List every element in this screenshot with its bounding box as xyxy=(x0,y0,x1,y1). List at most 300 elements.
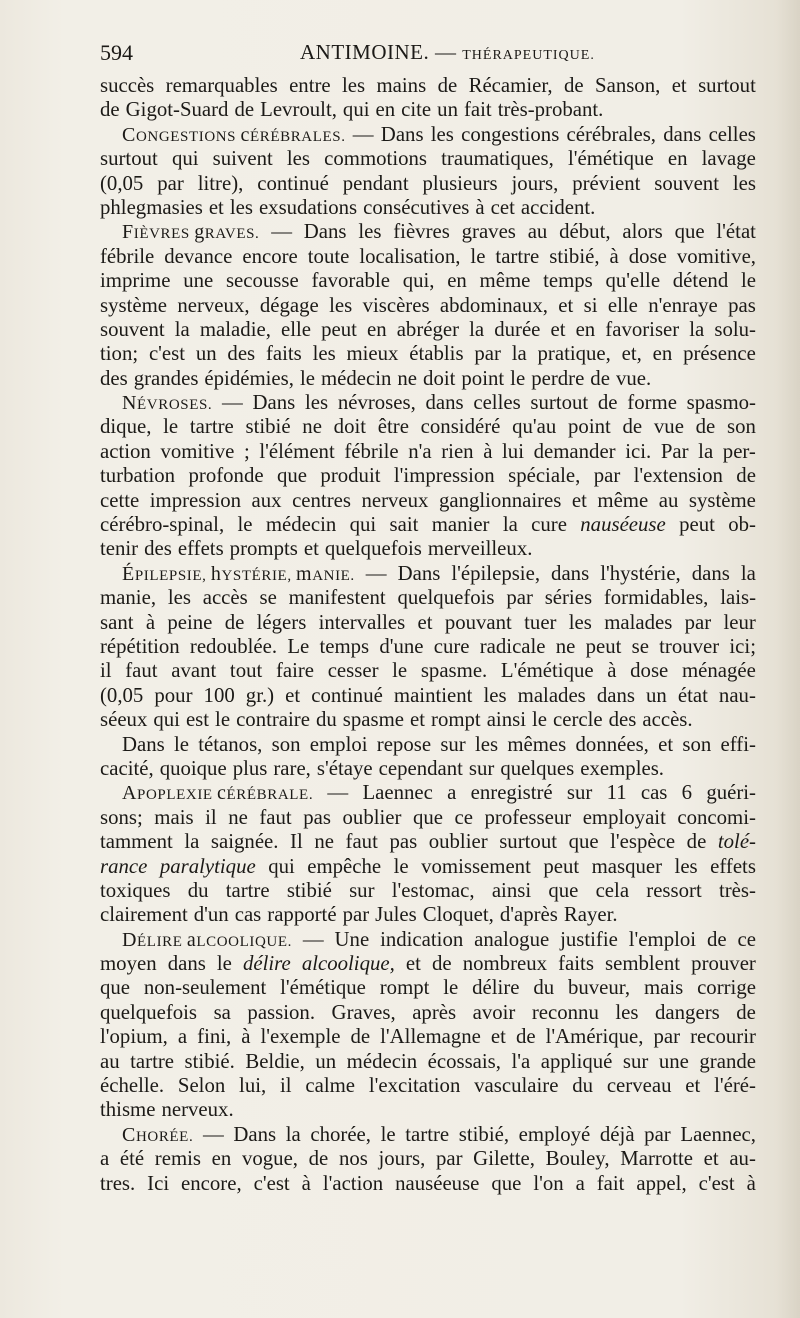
word: centres xyxy=(292,488,351,512)
word: l'Allemagne xyxy=(380,1025,481,1049)
word: cérébro-spinal, xyxy=(100,513,225,537)
word: l'élément xyxy=(259,439,335,463)
word: recourir xyxy=(690,1025,756,1049)
word: accident. xyxy=(520,195,596,219)
word: rare, xyxy=(273,756,311,780)
word: le xyxy=(216,952,232,976)
word: en xyxy=(447,269,467,293)
word: abdominaux, xyxy=(439,293,548,317)
word: contraire xyxy=(236,708,310,732)
word: clairement xyxy=(100,903,188,927)
word: corrige xyxy=(697,976,756,1000)
word: peut xyxy=(321,317,357,341)
word: le xyxy=(443,976,459,1000)
running-header xyxy=(100,40,760,70)
word: Rayer. xyxy=(563,903,618,927)
word: pour xyxy=(154,683,193,707)
word: graves xyxy=(461,220,516,244)
section-heading: CONGESTIONS cÉRÉBRALES. xyxy=(122,123,346,146)
word: jours, xyxy=(378,1147,426,1171)
word: alors xyxy=(622,220,663,244)
title-main: ANTIMOINE. xyxy=(300,40,430,64)
word: tout xyxy=(229,659,263,683)
word: de xyxy=(590,366,610,390)
word: abréger xyxy=(396,317,460,341)
word: 100 xyxy=(203,683,235,707)
word: Une xyxy=(334,927,370,951)
word: tres. xyxy=(100,1171,136,1195)
word: été xyxy=(119,1147,145,1171)
word: tétanos, xyxy=(198,732,263,756)
word: de xyxy=(736,464,756,488)
text-line xyxy=(100,781,756,805)
word: un xyxy=(646,683,667,707)
word: Le xyxy=(287,634,310,658)
word: que xyxy=(548,878,579,902)
word: l'épilepsie, xyxy=(451,561,541,585)
text-line xyxy=(100,342,756,366)
word: Dans xyxy=(380,122,424,146)
word: système xyxy=(100,293,168,317)
word: par xyxy=(644,1122,671,1146)
word: du xyxy=(572,1074,594,1098)
word: présence xyxy=(683,342,756,366)
word: vomissement xyxy=(421,854,531,878)
word: névroses, xyxy=(337,391,416,415)
word: toxiques xyxy=(100,878,171,902)
text-line xyxy=(100,513,756,537)
section-heading: ÉPILEPSIE, hYSTÉRIE, mANIE. xyxy=(122,562,355,585)
text-line xyxy=(100,196,756,220)
text-line xyxy=(100,586,756,610)
word: passion. xyxy=(247,1000,316,1024)
word: souvent xyxy=(100,317,165,341)
word: avoir xyxy=(472,1000,516,1024)
word: plusieurs xyxy=(422,171,498,195)
word: lui, xyxy=(239,1074,267,1098)
text-line xyxy=(100,147,756,171)
word: mais xyxy=(154,805,194,829)
word: le xyxy=(510,366,526,390)
word: d'une xyxy=(379,634,424,658)
word: cure xyxy=(531,513,567,537)
word: jours, xyxy=(511,171,559,195)
word: pas xyxy=(728,293,756,317)
word: a xyxy=(575,1171,585,1195)
word: Marrotte xyxy=(620,1147,693,1171)
word: accès. xyxy=(642,708,693,732)
word: médecin xyxy=(320,366,392,390)
text-line xyxy=(100,391,756,415)
word: tartre xyxy=(405,1122,450,1146)
word: malades xyxy=(517,683,586,707)
word: dans xyxy=(691,561,730,585)
word: — xyxy=(352,122,374,146)
word: l'a xyxy=(511,1049,531,1073)
word: dangers xyxy=(655,1000,720,1024)
word: ce xyxy=(737,927,756,951)
word: Il xyxy=(290,830,303,854)
word: que xyxy=(100,976,131,1000)
word: les xyxy=(568,610,592,634)
word: fini, xyxy=(197,1025,232,1049)
word: stibié xyxy=(245,415,291,439)
word: l'emploi xyxy=(628,927,697,951)
word: au- xyxy=(729,1147,756,1171)
word: c'est xyxy=(698,1171,735,1195)
word: gr.) xyxy=(245,683,275,707)
word: l'Amérique, xyxy=(545,1025,644,1049)
text-line xyxy=(100,245,756,269)
word: la xyxy=(689,317,705,341)
word: Dans xyxy=(303,220,347,244)
word: mais xyxy=(643,976,684,1000)
text-line xyxy=(100,294,756,318)
word: par xyxy=(653,1025,681,1049)
word: continué xyxy=(311,683,383,707)
word: en xyxy=(211,1147,232,1171)
word: état xyxy=(677,683,708,707)
word: vue xyxy=(653,415,684,439)
word: que xyxy=(491,1171,522,1195)
word: oublier xyxy=(428,830,488,854)
word: que xyxy=(568,830,599,854)
word: tartre xyxy=(130,1049,175,1073)
word: encore, xyxy=(181,1171,242,1195)
word: l'éré- xyxy=(714,1074,756,1098)
word: si xyxy=(583,293,598,317)
word: malades xyxy=(604,610,673,634)
word: le xyxy=(299,366,315,390)
word: fébrile xyxy=(344,439,399,463)
word: d'un xyxy=(193,903,229,927)
word: l'état xyxy=(716,220,756,244)
word: tartre xyxy=(189,415,234,439)
word: ici. xyxy=(625,439,652,463)
word: du xyxy=(187,878,209,902)
word: déjà xyxy=(599,1122,635,1146)
word: données, xyxy=(575,732,649,756)
word: exsudations xyxy=(258,195,358,219)
word: être xyxy=(377,415,409,439)
word: et xyxy=(417,610,433,634)
text-line xyxy=(100,733,756,757)
text-line xyxy=(100,367,756,391)
word: s'étaye xyxy=(316,756,373,780)
word: remarquables xyxy=(165,74,278,97)
word: un xyxy=(437,98,458,122)
word: ne xyxy=(302,415,322,439)
word: toute xyxy=(307,244,350,268)
word: souvent xyxy=(654,171,719,195)
word: au xyxy=(100,1049,120,1073)
word: continué xyxy=(257,171,329,195)
word: faits xyxy=(265,342,302,366)
word: les xyxy=(167,586,191,610)
running-title xyxy=(300,40,595,65)
text-line xyxy=(100,269,756,293)
word: et xyxy=(285,683,301,707)
text-line xyxy=(100,903,756,927)
word: la xyxy=(740,561,756,585)
word: nombreux xyxy=(462,952,548,976)
word: rapporté xyxy=(267,903,337,927)
word: favorable xyxy=(311,269,390,293)
word: du xyxy=(315,708,337,732)
word: profonde xyxy=(188,464,264,488)
word: qui xyxy=(268,854,295,878)
word: en xyxy=(366,317,387,341)
word: spasmo- xyxy=(686,391,756,415)
word: secousse xyxy=(225,269,299,293)
word: la xyxy=(502,513,518,537)
word: peut xyxy=(679,513,715,537)
title-dash: — xyxy=(429,40,463,64)
word: peut xyxy=(585,634,622,658)
word: sons; xyxy=(100,805,143,829)
word: a xyxy=(100,1147,110,1171)
word: vomitive, xyxy=(676,244,756,268)
word: à xyxy=(609,244,619,268)
word: avant xyxy=(171,659,217,683)
word: la xyxy=(184,830,200,854)
body-text xyxy=(100,74,756,1196)
word: nerveux, xyxy=(177,293,250,317)
word: sur xyxy=(440,732,466,756)
word: remis xyxy=(154,1147,202,1171)
text-line xyxy=(100,1147,756,1171)
word: justifie xyxy=(560,927,618,951)
word: tenir xyxy=(100,537,139,561)
text-line xyxy=(100,684,756,708)
word: les xyxy=(304,391,329,415)
word: après xyxy=(412,1000,457,1024)
word: pas xyxy=(303,805,331,829)
word: lui xyxy=(502,439,524,463)
word: le xyxy=(174,732,190,756)
word: redoublée. xyxy=(189,634,278,658)
word: à xyxy=(475,195,485,219)
word: que xyxy=(412,805,443,829)
word: cerveau xyxy=(606,1074,672,1098)
word: en xyxy=(667,147,688,171)
word: pas xyxy=(389,830,418,854)
word: effi- xyxy=(720,732,756,756)
word: détend xyxy=(672,269,729,293)
word: prouver xyxy=(691,952,756,976)
word: légers xyxy=(256,610,307,634)
word: cet xyxy=(490,195,515,219)
word: Jules xyxy=(375,903,417,927)
text-line xyxy=(100,318,756,342)
word: lavage xyxy=(701,147,756,171)
word: de xyxy=(100,98,120,122)
text-line xyxy=(100,1050,756,1074)
word: de xyxy=(597,391,618,415)
word: stibié. xyxy=(184,1049,235,1073)
word: tartre xyxy=(495,244,540,268)
text-line xyxy=(100,440,756,464)
text-line xyxy=(100,1074,756,1098)
word: temps xyxy=(543,269,593,293)
word: au xyxy=(658,488,679,512)
word: formidables, xyxy=(603,586,709,610)
word: non-seulement xyxy=(143,976,267,1000)
text-line xyxy=(100,562,756,586)
word: traumatiques, xyxy=(441,147,554,171)
word: 11 xyxy=(606,781,627,805)
word: séeux xyxy=(100,708,148,732)
word: solu- xyxy=(714,317,756,341)
word: cérébrales, xyxy=(566,122,656,146)
word: médecin xyxy=(346,1049,418,1073)
word: quelquefois xyxy=(100,1000,198,1024)
word: une xyxy=(658,1049,689,1073)
word: Gilette, xyxy=(473,1147,535,1171)
word: tolé- xyxy=(717,830,756,854)
text-line xyxy=(100,976,756,1000)
word: l'estomac, xyxy=(391,878,475,902)
word: qu'elle xyxy=(605,269,661,293)
word: Gigot-Suard xyxy=(125,98,229,122)
word: c'est xyxy=(148,342,186,366)
word: l'action xyxy=(322,1171,384,1195)
word: les xyxy=(286,147,311,171)
word: l'espèce xyxy=(610,830,676,854)
word: ce xyxy=(454,805,473,829)
word: Dans xyxy=(122,732,165,756)
word: professeur xyxy=(484,805,572,829)
word: moyen xyxy=(100,952,157,976)
word: thisme xyxy=(100,1098,156,1122)
word: — xyxy=(365,561,387,585)
word: par xyxy=(435,1147,463,1171)
word: de xyxy=(622,415,643,439)
word: dans xyxy=(551,561,590,585)
word: aux xyxy=(251,488,282,512)
text-line xyxy=(100,879,756,903)
word: exemples. xyxy=(580,756,665,780)
word: faut xyxy=(259,805,292,829)
word: par xyxy=(684,610,712,634)
word: oublier xyxy=(342,805,402,829)
word: analogue xyxy=(474,927,550,951)
word: les xyxy=(474,732,499,756)
word: rompt xyxy=(379,976,430,1000)
word: qui xyxy=(153,708,180,732)
text-line xyxy=(100,611,756,635)
word: Par xyxy=(660,439,689,463)
word: la xyxy=(698,439,714,463)
word: par xyxy=(506,586,533,610)
word: même xyxy=(597,488,649,512)
word: vasculaire xyxy=(474,1074,559,1098)
text-line xyxy=(100,928,756,952)
word: sa xyxy=(213,1000,231,1024)
word: a xyxy=(177,1025,188,1049)
word: les xyxy=(312,342,336,366)
section-heading: CHORÉE. xyxy=(122,1123,194,1146)
word: et xyxy=(490,1025,506,1049)
text-line xyxy=(100,1025,756,1049)
word: dans xyxy=(167,952,206,976)
word: chorée, xyxy=(310,1122,371,1146)
word: succès xyxy=(100,74,155,97)
word: celles xyxy=(708,122,756,146)
text-line xyxy=(100,708,756,732)
word: système xyxy=(688,488,756,512)
word: tartre xyxy=(225,878,270,902)
word: nau- xyxy=(718,683,756,707)
word: grandes xyxy=(133,366,199,390)
word: pouvant xyxy=(444,610,512,634)
word: Laennec xyxy=(362,781,433,805)
section-heading: APOPLEXIE cÉRÉBRALE. xyxy=(122,782,314,805)
word: favoriser xyxy=(605,317,680,341)
word: médecin xyxy=(265,513,337,537)
word: temps xyxy=(319,634,370,658)
word: manie, xyxy=(100,586,157,610)
word: trouver xyxy=(659,634,720,658)
word: calme xyxy=(305,1074,356,1098)
word: alcoolique, xyxy=(301,952,395,976)
word: employé xyxy=(518,1122,591,1146)
word: sur xyxy=(349,878,375,902)
word: et xyxy=(558,293,574,317)
word: fièvres xyxy=(393,220,450,244)
word: le xyxy=(740,269,756,293)
word: et xyxy=(405,952,421,976)
word: sur xyxy=(566,781,593,805)
word: plus xyxy=(232,756,268,780)
word: rompt xyxy=(431,708,481,732)
word: forme xyxy=(627,391,677,415)
word: établis xyxy=(409,342,464,366)
word: par xyxy=(342,903,370,927)
word: ressort xyxy=(646,878,702,902)
word: effets xyxy=(177,537,224,561)
word: il xyxy=(100,659,112,683)
word: elle xyxy=(607,293,638,317)
text-line xyxy=(100,635,756,659)
word: l'opium, xyxy=(100,1025,168,1049)
word: manifestent xyxy=(288,586,386,610)
word: et xyxy=(703,1147,719,1171)
word: imprime xyxy=(100,269,171,293)
word: l'émétique xyxy=(567,147,654,171)
word: des xyxy=(100,366,128,390)
word: les xyxy=(229,195,253,219)
word: point xyxy=(568,415,611,439)
word: une xyxy=(183,269,214,293)
section-heading: NÉVROSES. xyxy=(122,392,213,415)
word: qui xyxy=(349,513,377,537)
word: à xyxy=(301,1171,311,1195)
text-line xyxy=(100,806,756,830)
word: Laennec, xyxy=(680,1122,756,1146)
text-line xyxy=(100,659,756,683)
word: Récamier, xyxy=(468,74,553,97)
word: il xyxy=(280,1074,292,1098)
word: cure xyxy=(433,634,470,658)
word: le xyxy=(380,1122,396,1146)
word: se xyxy=(259,586,277,610)
word: de xyxy=(224,610,245,634)
word: qui, xyxy=(402,269,435,293)
word: le xyxy=(392,659,408,683)
text-line xyxy=(100,464,756,488)
word: Bouley, xyxy=(545,1147,610,1171)
